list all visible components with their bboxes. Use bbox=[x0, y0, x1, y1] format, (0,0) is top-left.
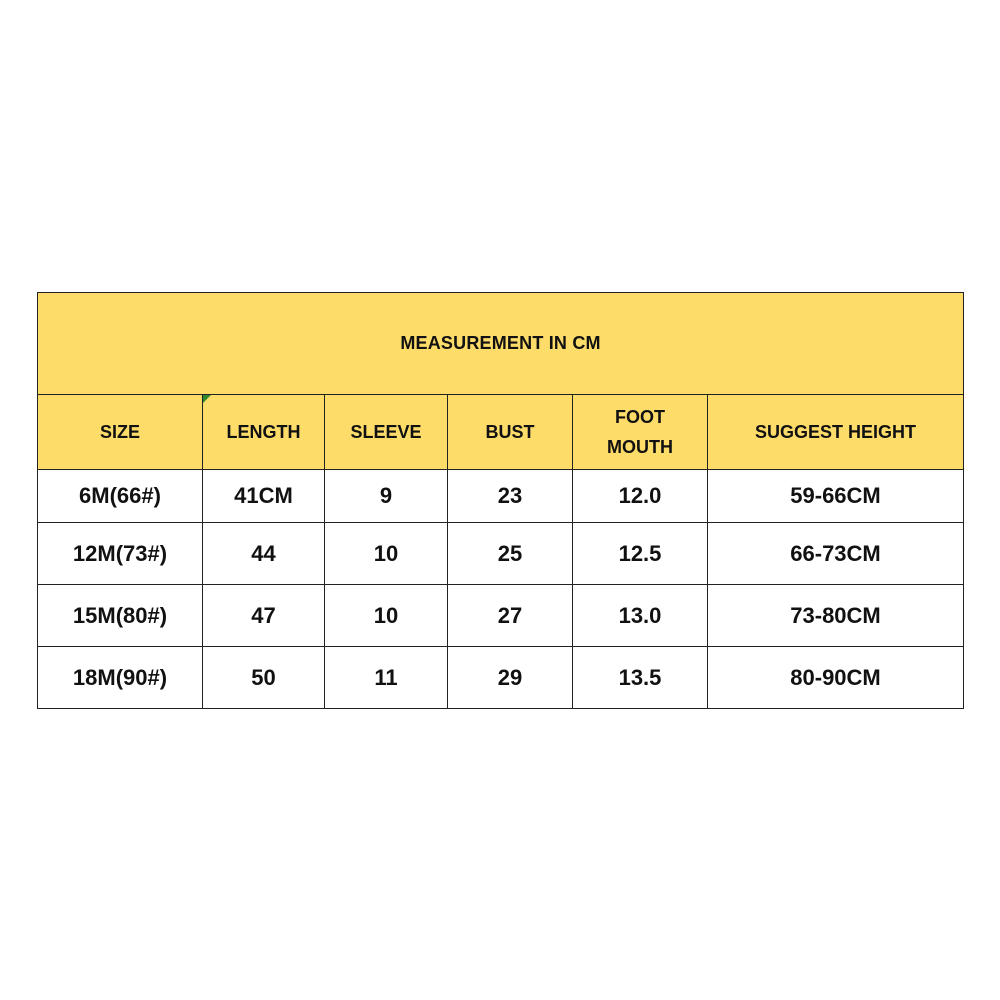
header-length bbox=[203, 395, 325, 470]
table-row bbox=[38, 470, 964, 523]
cell-foot-mouth: 13.0 bbox=[573, 585, 708, 647]
cell-bust: 25 bbox=[448, 523, 573, 585]
cell-suggest-height: 73-80CM bbox=[708, 585, 964, 647]
table-row bbox=[38, 647, 964, 709]
cell-suggest-height: 80-90CM bbox=[708, 647, 964, 709]
header-sleeve: SLEEVE bbox=[325, 395, 448, 470]
cell-bust: 29 bbox=[448, 647, 573, 709]
size-chart-table bbox=[37, 292, 964, 709]
header-row bbox=[38, 395, 964, 470]
table-row bbox=[38, 585, 964, 647]
title-row bbox=[38, 293, 964, 395]
header-foot-mouth bbox=[573, 395, 708, 470]
cell-foot-mouth: 12.5 bbox=[573, 523, 708, 585]
cell-size: 12M(73#) bbox=[38, 523, 203, 585]
table-title: MEASUREMENT IN CM bbox=[38, 293, 964, 395]
cell-length: 47 bbox=[203, 585, 325, 647]
cell-sleeve: 11 bbox=[325, 647, 448, 709]
cell-suggest-height: 59-66CM bbox=[708, 470, 964, 523]
cell-sleeve: 10 bbox=[325, 585, 448, 647]
header-bust: BUST bbox=[448, 395, 573, 470]
header-length-label: LENGTH bbox=[226, 422, 301, 442]
cell-suggest-height: 66-73CM bbox=[708, 523, 964, 585]
cell-bust: 27 bbox=[448, 585, 573, 647]
header-size: SIZE bbox=[38, 395, 203, 470]
cell-length: 41CM bbox=[203, 470, 325, 523]
cell-length: 50 bbox=[203, 647, 325, 709]
cell-length: 44 bbox=[203, 523, 325, 585]
cell-foot-mouth: 13.5 bbox=[573, 647, 708, 709]
cell-size: 15M(80#) bbox=[38, 585, 203, 647]
cell-foot-mouth: 12.0 bbox=[573, 470, 708, 523]
header-foot-mouth-label: FOOT MOUTH bbox=[607, 407, 673, 457]
cell-bust: 23 bbox=[448, 470, 573, 523]
cell-sleeve: 9 bbox=[325, 470, 448, 523]
cell-size: 18M(90#) bbox=[38, 647, 203, 709]
cell-size: 6M(66#) bbox=[38, 470, 203, 523]
cell-comment-marker bbox=[203, 395, 211, 403]
table-row bbox=[38, 523, 964, 585]
header-suggest-height: SUGGEST HEIGHT bbox=[708, 395, 964, 470]
cell-sleeve: 10 bbox=[325, 523, 448, 585]
